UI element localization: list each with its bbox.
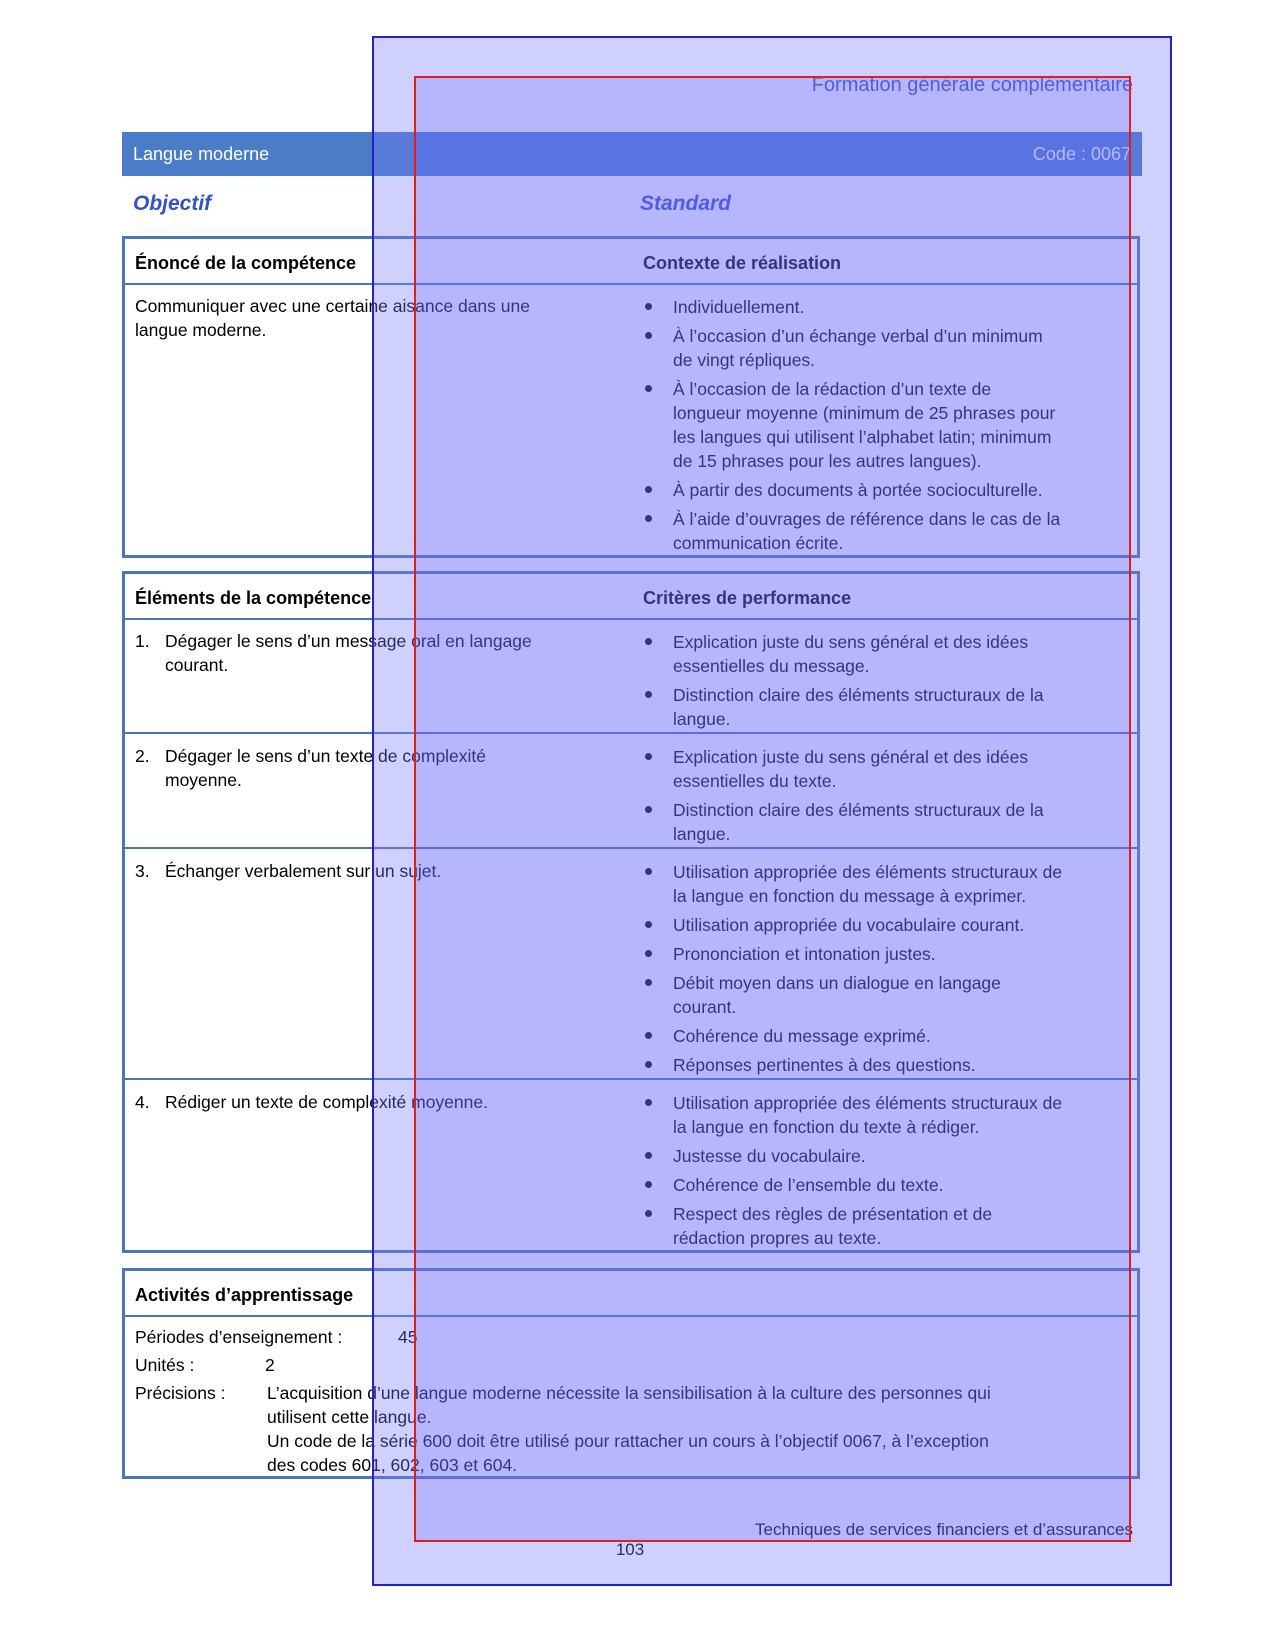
- precisions-line: Un code de la série 600 doit être utilisé pour rattacher un cours à l’objectif 0067, à l’exception: [267, 1431, 989, 1451]
- competence-statement-box: [122, 236, 1140, 558]
- element-4: 4. Rédiger un texte de complexité moyenne.: [135, 1092, 488, 1112]
- bullet-icon: [645, 950, 652, 957]
- row-divider: [125, 732, 1137, 734]
- criteria-item: Explication juste du sens général et des idées essentielles du texte.: [643, 745, 1113, 793]
- element-3: 3. Échanger verbalement sur un sujet.: [135, 861, 442, 881]
- precisions-text: [267, 1381, 1127, 1477]
- context-item: À l’occasion d’un échange verbal d’un minimum de vingt répliques.: [643, 324, 1113, 372]
- learning-activities-box: [122, 1268, 1140, 1479]
- context-item: À partir des documents à portée socioculturelle.: [643, 478, 1113, 502]
- criteria-list-4: [643, 1091, 1113, 1255]
- statement-line: Communiquer avec une certaine aisance dans une: [135, 296, 530, 316]
- context-item: À l’occasion de la rédaction d’un texte de longueur moyenne (minimum de 25 phrases pour les langues qui utilisent l’alphabet latin; minimum de 15 phrases pour les autres langues).: [643, 377, 1113, 473]
- criteria-item: Justesse du vocabulaire.: [643, 1144, 1113, 1168]
- criteria-list-1: [643, 630, 1113, 736]
- bullet-icon: [645, 1032, 652, 1039]
- criteria-item: Cohérence de l’ensemble du texte.: [643, 1173, 1113, 1197]
- element-2: 2. Dégager le sens d’un texte de complexité moyenne.: [135, 746, 487, 790]
- row-divider: [125, 1078, 1137, 1080]
- program-footer: Techniques de services financiers et d’assurances: [755, 1520, 1133, 1539]
- competence-statement-header: [125, 239, 1137, 285]
- criteria-item: Utilisation appropriée des éléments structuraux de la langue en fonction du message à exprimer.: [643, 860, 1113, 908]
- objectif-heading: Objectif: [133, 192, 212, 215]
- bullet-icon: [645, 806, 652, 813]
- course-code: Code : 0067: [1032, 144, 1131, 164]
- criteria-item: Réponses pertinentes à des questions.: [643, 1053, 1113, 1077]
- criteria-item: Débit moyen dans un dialogue en langage courant.: [643, 971, 1113, 1019]
- precisions-label: Précisions :: [135, 1383, 226, 1403]
- bullet-icon: [645, 1061, 652, 1068]
- bullet-icon: [645, 332, 652, 339]
- criteria-item: Utilisation appropriée des éléments structuraux de la langue en fonction du texte à rédiger.: [643, 1091, 1113, 1139]
- criteria-item: Cohérence du message exprimé.: [643, 1024, 1113, 1048]
- element-1: 1. Dégager le sens d’un message oral en langage courant.: [135, 631, 532, 675]
- context-list: [643, 295, 1113, 560]
- bullet-icon: [645, 638, 652, 645]
- units-value: 2: [265, 1355, 275, 1375]
- precisions-line: utilisent cette langue.: [267, 1407, 432, 1427]
- criteria-item: Prononciation et intonation justes.: [643, 942, 1113, 966]
- criteria-item: Respect des règles de présentation et de rédaction propres au texte.: [643, 1202, 1113, 1250]
- bullet-icon: [645, 979, 652, 986]
- bullet-icon: [645, 385, 652, 392]
- competence-statement: [135, 294, 615, 342]
- learning-activities-header: Activités d’apprentissage: [135, 1285, 354, 1305]
- bullet-icon: [645, 1210, 652, 1217]
- element-number: 2.: [135, 746, 150, 766]
- bullet-icon: [645, 921, 652, 928]
- context-item: Individuellement.: [643, 295, 1113, 319]
- bullet-icon: [645, 753, 652, 760]
- precisions-line: des codes 601, 602, 603 et 604.: [267, 1455, 518, 1475]
- row-divider: [125, 847, 1137, 849]
- bullet-icon: [645, 303, 652, 310]
- bullet-icon: [645, 486, 652, 493]
- element-number: 4.: [135, 1092, 150, 1112]
- bullet-icon: [645, 1181, 652, 1188]
- page-number: 103: [615, 1540, 645, 1559]
- bullet-icon: [645, 691, 652, 698]
- periods-label: Périodes d’enseignement :: [135, 1327, 343, 1347]
- elements-header-row: [125, 574, 1137, 620]
- precisions-line: L’acquisition d’une langue moderne nécessite la sensibilisation à la culture des personnes qui: [267, 1383, 991, 1403]
- context-item: À l’aide d’ouvrages de référence dans le cas de la communication écrite.: [643, 507, 1113, 555]
- standard-heading: Standard: [640, 192, 732, 215]
- criteria-item: Explication juste du sens général et des idées essentielles du message.: [643, 630, 1113, 678]
- element-number: 3.: [135, 861, 150, 881]
- context-header: Contexte de réalisation: [643, 253, 842, 273]
- statement-header: Énoncé de la compétence: [135, 253, 357, 273]
- bullet-icon: [645, 515, 652, 522]
- bullet-icon: [645, 1152, 652, 1159]
- learning-activities-header-row: [125, 1271, 1137, 1317]
- statement-line: langue moderne.: [135, 320, 267, 340]
- elements-header: Éléments de la compétence: [135, 588, 372, 608]
- element-number: 1.: [135, 631, 150, 651]
- bullet-icon: [645, 868, 652, 875]
- criteria-header: Critères de performance: [643, 588, 852, 608]
- units-label: Unités :: [135, 1355, 195, 1375]
- program-header: Formation générale complémentaire: [811, 74, 1133, 96]
- criteria-item: Distinction claire des éléments structuraux de la langue.: [643, 683, 1113, 731]
- criteria-item: Utilisation appropriée du vocabulaire courant.: [643, 913, 1113, 937]
- bullet-icon: [645, 1099, 652, 1106]
- competence-elements-box: [122, 571, 1140, 1253]
- criteria-list-2: [643, 745, 1113, 851]
- title-bar: [122, 132, 1142, 176]
- periods-value: 45: [398, 1327, 418, 1347]
- criteria-list-3: [643, 860, 1113, 1082]
- criteria-item: Distinction claire des éléments structuraux de la langue.: [643, 798, 1113, 846]
- course-title: Langue moderne: [133, 144, 270, 164]
